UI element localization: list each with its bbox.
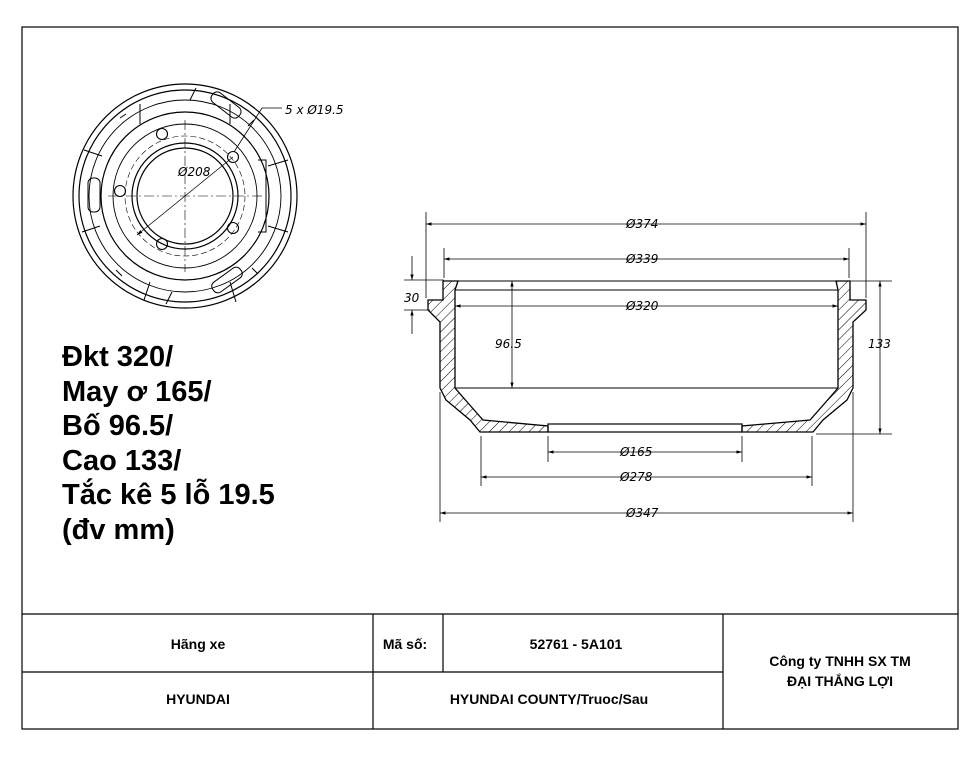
bolt-callout: 5 x Ø19.5: [285, 103, 344, 117]
model-value: HYUNDAI COUNTY/Truoc/Sau: [449, 691, 649, 707]
dim-rim-top: Ø339: [626, 252, 659, 266]
dim-hub-bore: Ø165: [620, 445, 653, 459]
dim-outer-flange: Ø374: [626, 217, 659, 231]
code-value: 52761 - 5A101: [529, 636, 623, 652]
front-view: [73, 84, 297, 308]
spec-line-hub: May ơ 165/: [62, 375, 212, 408]
company-line-2: ĐẠI THẮNG LỢI: [786, 673, 894, 689]
code-label: Mã số:: [382, 636, 428, 652]
dim-base-outer: Ø347: [626, 506, 659, 520]
spec-line-diameter: Đkt 320/: [62, 341, 174, 373]
brand-value: HYUNDAI: [166, 691, 230, 707]
title-block: [22, 614, 958, 729]
pcd-label: Ø208: [178, 165, 211, 179]
spec-text: [62, 340, 275, 547]
spec-line-bolts: Tắc kê 5 lỗ 19.5: [62, 479, 275, 511]
dim-drum-bore: Ø320: [626, 299, 659, 313]
dim-lining-width: 96.5: [495, 337, 522, 351]
company-line-1: Công ty TNHH SX TM: [769, 653, 911, 669]
spec-line-unit: (đv mm): [62, 513, 175, 546]
dim-flange-height: 30: [404, 291, 420, 305]
spec-line-height: Cao 133/: [62, 444, 182, 477]
dim-total-height: 133: [868, 337, 891, 351]
brand-label: Hãng xe: [170, 636, 226, 652]
dim-base-inner: Ø278: [620, 470, 653, 484]
spec-line-lining: Bố 96.5/: [62, 410, 174, 442]
